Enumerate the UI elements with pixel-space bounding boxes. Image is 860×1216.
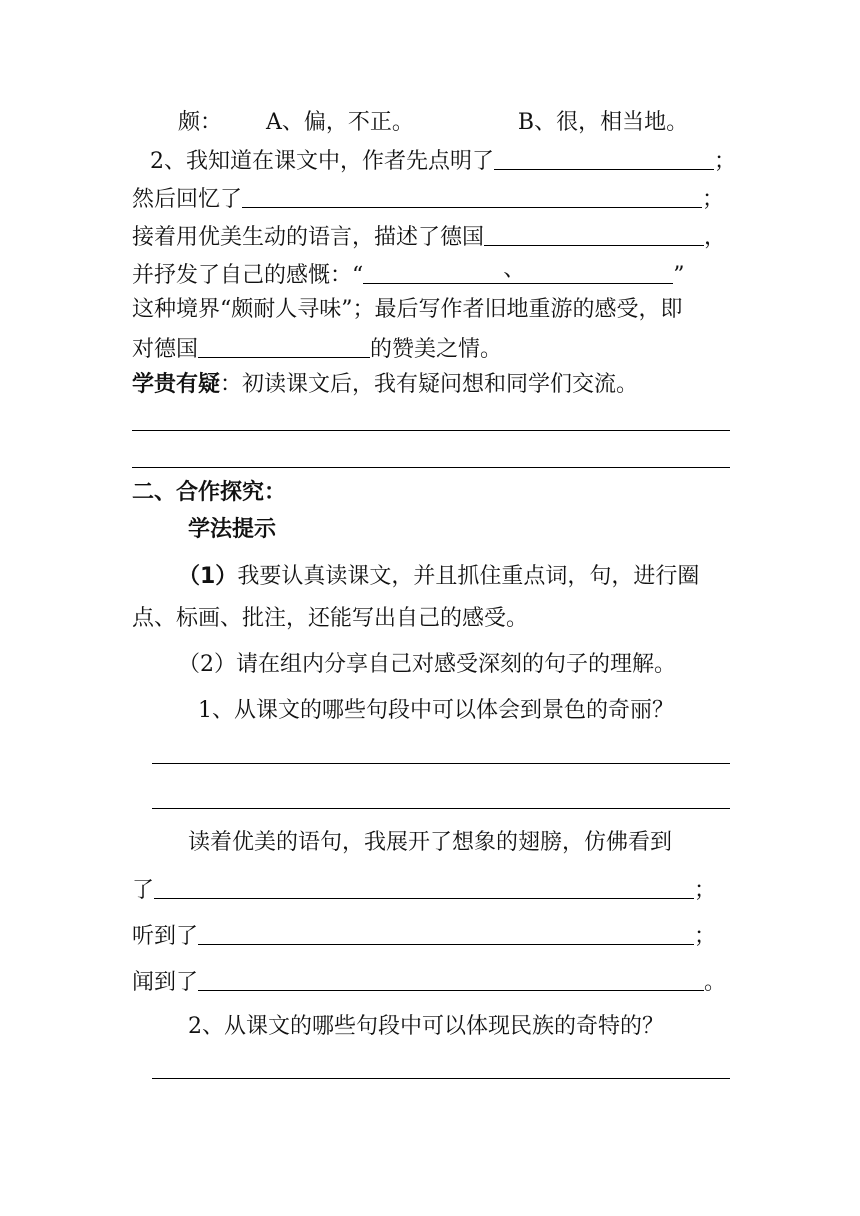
q2-text-6: 对德国 bbox=[132, 337, 199, 362]
imagine-line: 读着优美的语句，我展开了想象的翅膀，仿佛看到 bbox=[188, 830, 673, 855]
section-subtitle: 学法提示 bbox=[188, 517, 277, 542]
tip-1-line-2: 点、标画、批注，还能写出自己的感受。 bbox=[132, 606, 529, 631]
saw-punct: ； bbox=[694, 878, 717, 903]
answer-line-1[interactable] bbox=[132, 430, 730, 431]
blank-4[interactable] bbox=[363, 257, 673, 284]
xuegui-text: ：初读课文后，我有疑问想和同学们交流。 bbox=[220, 372, 639, 397]
q2-line-5: 这种境界“颇耐人寻味”；最后写作者旧地重游的感受，即 bbox=[132, 297, 683, 322]
definition-line bbox=[178, 108, 688, 138]
blank-2[interactable] bbox=[242, 185, 702, 208]
q2-punct-2: ； bbox=[702, 187, 725, 212]
heard-line bbox=[132, 920, 716, 952]
answer-line-2[interactable] bbox=[132, 467, 730, 468]
question-2: 2、从课文的哪些句段中可以体现民族的奇特的？ bbox=[188, 1014, 664, 1039]
question-1: 1、从课文的哪些句段中可以体会到景色的奇丽？ bbox=[198, 698, 674, 723]
heard-punct: ； bbox=[694, 924, 717, 949]
q2-punct-3: ， bbox=[704, 225, 727, 250]
q2-line-6 bbox=[132, 333, 502, 365]
saw-line bbox=[132, 874, 716, 906]
xuegui-line bbox=[132, 370, 638, 400]
q2-text-2: 然后回忆了 bbox=[132, 187, 243, 212]
tip-2-line: （2）请在组内分享自己对感受深刻的句子的理解。 bbox=[178, 652, 676, 677]
smelled-blank[interactable] bbox=[198, 968, 704, 991]
blank-1[interactable] bbox=[494, 147, 714, 170]
smelled-label: 闻到了 bbox=[132, 970, 199, 995]
section-title: 二、合作探究： bbox=[132, 480, 287, 505]
q2-punct-1: ； bbox=[714, 149, 737, 174]
q2-line-1 bbox=[150, 145, 736, 177]
smelled-punct: 。 bbox=[704, 970, 727, 995]
heard-blank[interactable] bbox=[198, 922, 694, 945]
blank-3[interactable] bbox=[484, 223, 704, 246]
q2-answer-line[interactable] bbox=[152, 1078, 730, 1079]
blank-5[interactable] bbox=[198, 335, 370, 358]
tip-1-text-a: 我要认真读课文，并且抓住重点词，句，进行圈 bbox=[237, 564, 700, 589]
tip-1-number: （1） bbox=[178, 564, 238, 589]
option-b: B、很，相当地。 bbox=[517, 110, 689, 135]
option-a: A、偏，不正。 bbox=[266, 110, 414, 135]
q2-close-quote: ” bbox=[673, 263, 685, 288]
q2-text-6b: 的赞美之情。 bbox=[370, 337, 503, 362]
tip-1-line-1 bbox=[178, 562, 699, 592]
q2-text-3: 接着用优美生动的语言，描述了德国 bbox=[132, 225, 485, 250]
q2-line-4 bbox=[132, 259, 685, 291]
word-po: 颇： bbox=[178, 110, 223, 135]
heard-label: 听到了 bbox=[132, 924, 199, 949]
q2-text-1: 2、我知道在课文中，作者先点明了 bbox=[150, 149, 494, 174]
smelled-line bbox=[132, 966, 726, 998]
q2-line-2 bbox=[132, 183, 724, 215]
saw-label: 了 bbox=[132, 878, 155, 903]
q2-line-3 bbox=[132, 221, 726, 253]
q1-answer-line-2[interactable] bbox=[152, 808, 730, 809]
q2-mid-comma: 、 bbox=[503, 257, 526, 282]
xuegui-label: 学贵有疑 bbox=[132, 372, 221, 397]
saw-blank[interactable] bbox=[154, 876, 694, 899]
q2-text-4: 并抒发了自己的感慨：“ bbox=[132, 263, 364, 288]
q1-answer-line-1[interactable] bbox=[152, 763, 730, 764]
